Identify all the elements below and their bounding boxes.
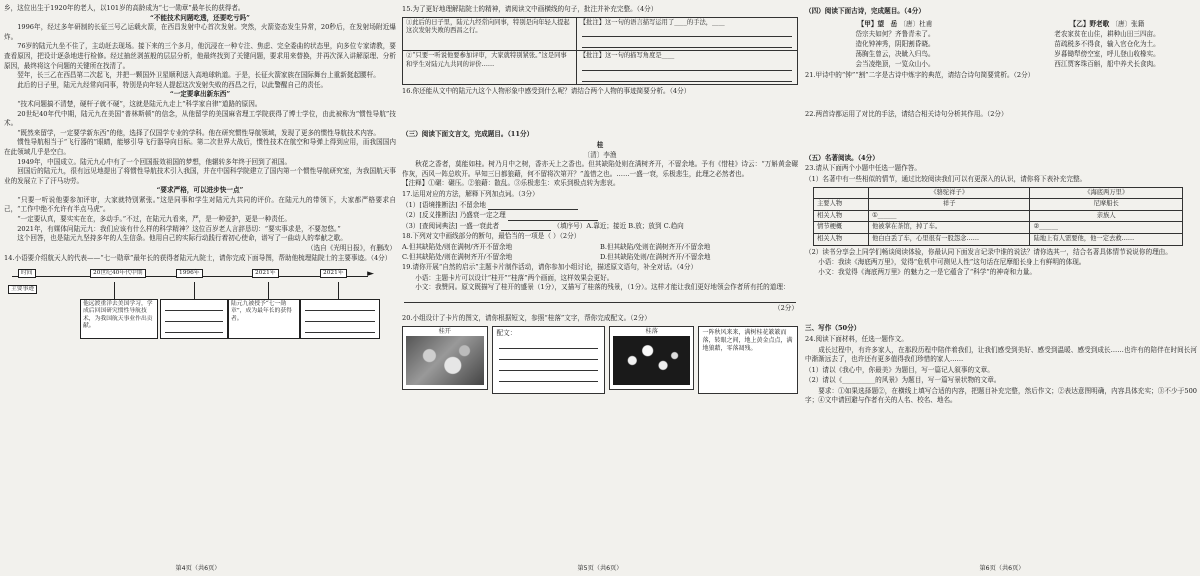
q17-item-text: （3）[查阅词典法] 一盛一衰此者 (402, 221, 500, 230)
speaker-line: 小语：我读《海底两万里》，觉得“危机中可测见人性”这句话在尼摩船长身上有鲜明的体现。 (818, 258, 1086, 267)
dialogue-line: 小语：主题卡片可以设计“桂开”“桂落”两个画面，这样效果会更好。 (415, 273, 614, 282)
q17-item (402, 222, 798, 232)
answer-line[interactable] (582, 38, 792, 48)
paragraph: 乡，这位出生于1920年的老人，以101岁的高龄成为“七一勋章”最年长的获得者。 (4, 4, 245, 12)
answer-line[interactable] (165, 323, 223, 333)
table-cell: 情节梗概 (814, 222, 869, 234)
table-cell: 陆地上有人需要他，他一定去救…… (1030, 233, 1183, 245)
paragraph: 回国后的陆元九，很有远见地提出了将惯性导航技术引入我国，并在中国科学院建立了国内第一个惯性导航研究室，为我国航天事业的发展立下了汗马功劳。 (4, 167, 396, 185)
timeline-answer-box[interactable] (300, 299, 380, 339)
answer-space[interactable] (805, 81, 1197, 109)
q17-item (402, 201, 798, 211)
question-16: 16.你还能从文中的陆元九这个人物形象中感受到什么呢？请结合两个人物的事迹简要分析。（4分） (402, 86, 691, 95)
paragraph: “既然来留学，一定要学新东西”的他，选择了仅国学专业的学科。他在研究惯性导航领域，发现了更多的惯性导航技术内容。 (17, 128, 380, 137)
poem-line: 老农家贫在山住，耕种山田三四亩。 (1054, 29, 1160, 38)
section-heading: （三）阅读下面文言文，完成题目。（11分） (402, 130, 534, 139)
poem-line: 会当凌绝顶，一览众山小。 (855, 59, 935, 68)
page-footer: 第4页（共6页） (175, 565, 221, 572)
table-cell: 主要人物 (814, 199, 869, 211)
poem-line: 苗疏税多不得食，输入官仓化为土。 (1054, 39, 1160, 48)
answer-line[interactable] (499, 361, 598, 371)
page-footer: 第5页（共6页） (577, 565, 623, 572)
answer-line[interactable] (582, 72, 792, 82)
dialogue-score: （2分） (774, 303, 798, 312)
timeline-stem (338, 282, 339, 299)
paragraph: “技术问题搞不清楚，硬杆子就不硬”，这就是陆元九走上“科学家自律”道路的原因。 (17, 99, 262, 108)
section-heading: （五）名著阅读。（4分） (805, 153, 879, 162)
table-cell: 他白白丢了车，心里很有一股怨念…… (869, 233, 1030, 245)
timeline-node: 2021年 (320, 269, 347, 278)
card-title: 桂落 (645, 328, 658, 336)
timeline-node: 1996年 (176, 269, 203, 278)
poem-author: 〔唐〕张籍 (1111, 19, 1145, 28)
table-answer-cell[interactable]: ①______ (869, 210, 1030, 222)
question-23-2: （2）读书分享会上同学们畅谈阅读体验，你最认同下面发言记录中谁的说法？请你选其一，结合名著具体情节说说你的理由。 (805, 247, 1172, 256)
option-b[interactable]: B.但其缺陷/处则在满树齐开/不留余地 (600, 242, 711, 251)
paragraph: 76岁的陆元九坐不住了，主动赶去现场。接下来的三个多月，他沉浸在一种专注、焦虑、完全委曲的状态里，向多位专家请教，要查看原因，把设计逐条地进行检修。经过抽丝剥茧般的层层分析，他最终找到了关键问题，要求用来替换，并再次深入讲解原理、分析原因，最终将这个问题的关键所在找清了。 (4, 42, 396, 70)
question-22: 22.两首诗都运用了对比的手法，请结合相关诗句分析其作用。（2分） (805, 110, 1008, 119)
poem-line: 造化钟神秀，阴阳割昏晓。 (855, 39, 935, 48)
table-cell: 他被掌在茶馆，掉了车。 (869, 222, 1030, 234)
q17-item-text: （2）[反义推断法] 乃盛衰一定之理 (402, 211, 506, 220)
timeline-mindmap (4, 267, 396, 345)
annotation-cell[interactable] (576, 17, 797, 51)
answer-line[interactable] (488, 202, 578, 210)
card-fall-text: 一阵秋风来来，满树桂花簌簌而落，转眼之间，地上黄金点点，满地狼藉，零落凋残。 (698, 326, 798, 394)
timeline-stem (268, 282, 269, 299)
poem-line: 西江贾客珠百斛，船中养犬长食肉。 (1054, 59, 1160, 68)
prompt-1: （1）请以《我心中，你最美》为题目，写一篇记人叙事的文章。 (805, 365, 994, 374)
speaker-line: 小文：我觉得《海底两万里》的魅力之一是它蕴含了“科学”的神奇和力量。 (818, 267, 1036, 276)
poem-line: 荡胸生曾云，决眦入归鸟。 (855, 49, 935, 58)
question-23-1: （1）名著中有一些相似的情节，通过比较阅读我们可以有更深入的认识，请你将下表补充完整。 (805, 174, 1087, 183)
subheading: “不能技术问题吃透，还要吃亏吗” (150, 13, 250, 22)
answer-line[interactable] (165, 312, 223, 322)
answer-line[interactable] (508, 213, 598, 221)
timeline-first-label: 主要事迹 (8, 285, 37, 294)
paragraph: 1949年，中国成立。陆元九心中有了一个回国报效祖国的梦想，他辗转多年终于回到了祖国。 (17, 157, 292, 166)
poem-line: 岁暮锄犁傍空室，呼儿登山收橡实。 (1054, 49, 1160, 58)
timeline-node: 2021年 (252, 269, 279, 278)
caption-label: 配文： (496, 329, 517, 338)
card-fall (609, 326, 695, 390)
table-answer-cell[interactable]: ②______ (1030, 222, 1183, 234)
question-14: 14.小语要介绍航天人的代表——“七一勋章”最年长的获得者陆元九院士，请你完成下面导图，帮助他梳理陆院士的主要事迹。（4分） (4, 254, 392, 263)
poems (805, 19, 1197, 69)
q18-options (402, 243, 798, 262)
section-heading: 三、写作（50分） (805, 324, 861, 333)
paragraph: 此后的日子里，陆元九经常向同事，特别是向年轻人提起这次发射失败的西昌之行，以此警醒自己的责任。 (17, 80, 328, 89)
section-heading: （四）阅读下面古诗，完成题目。（4分） (805, 7, 925, 15)
answer-line[interactable] (305, 323, 375, 333)
classic-title: 桂 (596, 140, 604, 149)
question-24: 24.阅读下面材料，任选一题作文。 (805, 334, 908, 343)
question-18: 18.下列对文中画线部分的断句，最恰当的一项是（ ）（2分） (402, 232, 581, 241)
answer-line[interactable] (499, 350, 598, 360)
quote-cell: ①此后的日子里，陆元九经常向同事，特别是向年轻人提起这次发射失败的西昌之行。 (403, 17, 577, 51)
table-cell: 亲族人 (1030, 210, 1183, 222)
poem-title: 【乙】野老歌 (1069, 19, 1110, 28)
card-bloom (402, 326, 488, 390)
subheading: “要求严格，可以进步快一点” (156, 186, 244, 195)
answer-line[interactable] (305, 312, 375, 322)
question-21: 21.甲诗中的“钟”“割”二字是古诗中炼字的典范，请结合诗句简要赏析。（2分） (805, 70, 1035, 79)
answer-line[interactable] (404, 293, 796, 303)
source-note: （选自《光明日报》，有删改） (306, 243, 396, 252)
requirements: 要求：①如果选择题②，在横线上填写合适的内容，把题目补充完整，然后作文；②表达意图明确，内容具体充实；③不少于500字；④文中请回避与作者有关的人名、校名、地名。 (805, 386, 1197, 405)
table-cell: 相关人物 (814, 210, 869, 222)
prompt-2: （2）请以《__________的风景》为题目，写一篇写景状物的文章。 (805, 376, 1001, 385)
annotation-text: 【批注】这一句的语言描写运用了____的手法，____ (579, 18, 725, 26)
material-text: 成长过程中，有许多家人，在那段历程中陪伴着我们，让我们感受到美好、感受到温暖、感受到成长……也许有的陪伴在时间长河中渐渐远去了，也许还有更多值得我们珍惜的家人…… (805, 345, 1197, 364)
answer-space[interactable] (805, 277, 1197, 321)
paragraph: “只要一听说他要参加评审，大家就特别紧张。”这是同事和学生对陆元九共同的评价。在陆元九的带领下，大家都严格要求自己，“工作中绝不允许有半点马虎”。 (4, 195, 396, 214)
dialogue-line: 小文：我赞同。原文既描写了桂开的盛景（1分），又描写了桂落的残景，（1分）。这样才能让我们更好地领会作者所有托的道理： (415, 283, 790, 292)
timeline-box: 他远渡重洋去美国学习，学成后回国研究惯性导航技术，为我国航天事业作出贡献。 (80, 299, 158, 339)
answer-space[interactable] (805, 121, 1197, 151)
answer-line[interactable] (305, 301, 375, 311)
page-5-column (402, 4, 798, 552)
timeline-stem (194, 282, 195, 299)
q17-item (402, 211, 798, 221)
table-cell: 尼摩船长 (1030, 199, 1183, 211)
poem-author: 〔唐〕杜甫 (899, 19, 933, 28)
paragraph: 20世纪40年代中期，陆元九在美国“普林斯顿”的信念，从他留学的美国麻省理工学院获得了博士学位，由此被称为“惯性导航”技术。 (4, 109, 396, 128)
classic-text: 秋花之香者，莫能如桂。树乃月中之树，香亦天上之香也。但其缺陷处则在满树齐开，不留余地。予有《惜桂》诗云：“万斛黄金碾作灰，西风一阵总吹开。早知三日都狼藉，何不留将次第开？”盖惜之也。……一盛一衰，乐极悲生，此理之必然者也。 (402, 160, 798, 178)
page-footer: 第6页（共6页） (979, 565, 1025, 572)
question-23: 23.请从下面两个小题中任选一题作答。 (805, 164, 921, 173)
table-cell: 祥子 (869, 199, 1030, 211)
timeline-answer-box[interactable] (160, 299, 228, 339)
table-header (814, 187, 869, 199)
timeline-node: 时间 (18, 269, 36, 278)
poem-line: 岱宗夫如何？齐鲁青未了。 (855, 29, 935, 38)
quote-cell: ②“只要一听说他要参加评审，大家就特别紧张。”这是同事和学生对陆元九共同的评价…… (403, 51, 577, 85)
paragraph: 惯性导航相当于“飞行器的”眼睛，能够引导飞行器导向目标。第二次世界大战后，惯性技术在航空和导弹上得到应用，而我国国内在此领域几乎是空白。 (4, 138, 396, 156)
subheading: “一定要拿出新东西” (169, 90, 231, 99)
novel-compare-table (813, 187, 1183, 246)
table-header: 《骆驼祥子》 (869, 187, 1030, 199)
question-20: 20.小组设计了卡片的图文，请你根据短文，参照“桂落”文字，帮你完成配文。（2分） (402, 314, 651, 323)
answer-line[interactable] (582, 61, 792, 71)
classic-author: 〔清〕李渔 (583, 150, 617, 159)
paragraph: 1996年，经过多年研制的长征三号乙运载火箭，在西昌发射中心首次发射。突然，火箭姿态发生异常，20秒后，在发射场附近爆炸。 (4, 23, 396, 41)
option-c[interactable]: C.但其缺陷处/则在满树齐开/不留余地 (402, 252, 513, 261)
answer-line[interactable] (501, 223, 551, 231)
option-d[interactable]: D.但其缺陷处则/在满树齐开/不留余地 (600, 252, 711, 261)
poem-yi (1017, 19, 1197, 69)
card-title: 桂开 (438, 328, 451, 336)
classic-note: 【注释】①碾：碾压。②狼藉：散乱。③乐极悲生：欢乐到极点转为悲哀。 (402, 179, 620, 188)
question-19: 19.请你开展“自然的启示”主题卡片制作活动，请你参加小组讨论，描述原文语句，补全对话。（4分） (402, 263, 698, 272)
table-cell: 相关人物 (814, 233, 869, 245)
paragraph: 2021年，有媒体问陆元九：我们应该有什么样的科学精神？这位百岁老人言辞恳切：“要实事求是，不要忽悠。” (17, 224, 341, 233)
timeline-stem (114, 282, 115, 299)
option-a[interactable]: A.但其缺陷处/则在满树/齐开不留余地 (402, 242, 513, 251)
poem-title: 【甲】望 岳 (857, 19, 898, 28)
answer-line[interactable] (499, 339, 598, 349)
answer-line[interactable] (582, 27, 792, 37)
answer-line[interactable] (499, 372, 598, 382)
question-17: 17.运用对应的方法，解释下列加点词。（3分） (402, 189, 539, 198)
answer-line[interactable] (165, 301, 223, 311)
annotation-text: 【批注】这一句的描写角度是____ (579, 52, 675, 60)
osmanthus-fall-photo (613, 336, 691, 385)
annotation-cell[interactable] (576, 51, 797, 85)
q17-hint: （填序号）A.靠近；接近 B.放；放到 C.趋向 (553, 221, 684, 230)
question-15: 15.为了更好地理解陆院士的精神，请阅读文中画横线的句子，批注并补充完整。（4分） (402, 5, 658, 13)
paragraph: 这个回答，也是陆元九坚持多年的人生信条。他用自己的实际行动践行着初心使命，谱写了一曲动人的奉献之歌。 (17, 234, 347, 243)
timeline-node: 20世纪40年代中期 (90, 269, 146, 278)
q17-item-text: （1）[语境推断法] 不留余地 (402, 200, 486, 209)
poem-jia (805, 19, 985, 69)
page-6-column (805, 4, 1197, 552)
answer-space[interactable] (402, 97, 798, 127)
arrow-right-icon: ► (367, 269, 374, 280)
paragraph: “一定要认真，要实实在在，多动手。”不过，在陆元九看来，严，是一种爱护，更是一种责任。 (17, 215, 291, 224)
page-4-column (4, 4, 396, 552)
card-row (402, 326, 798, 394)
card-caption-input[interactable] (492, 326, 605, 394)
paragraph: 翌年，长三乙在西昌第二次起飞，并把一颗国外卫星顺利送入高地球轨道。于是，长征火箭家族在国际舞台上重新挺起腰杆。 (17, 71, 380, 80)
osmanthus-bloom-photo (406, 336, 484, 385)
annotation-table (402, 17, 798, 85)
table-header: 《海底两万里》 (1030, 187, 1183, 199)
timeline-box: 陆元九被授予“七一勋章”，成为最年长的获得者。 (228, 299, 300, 339)
